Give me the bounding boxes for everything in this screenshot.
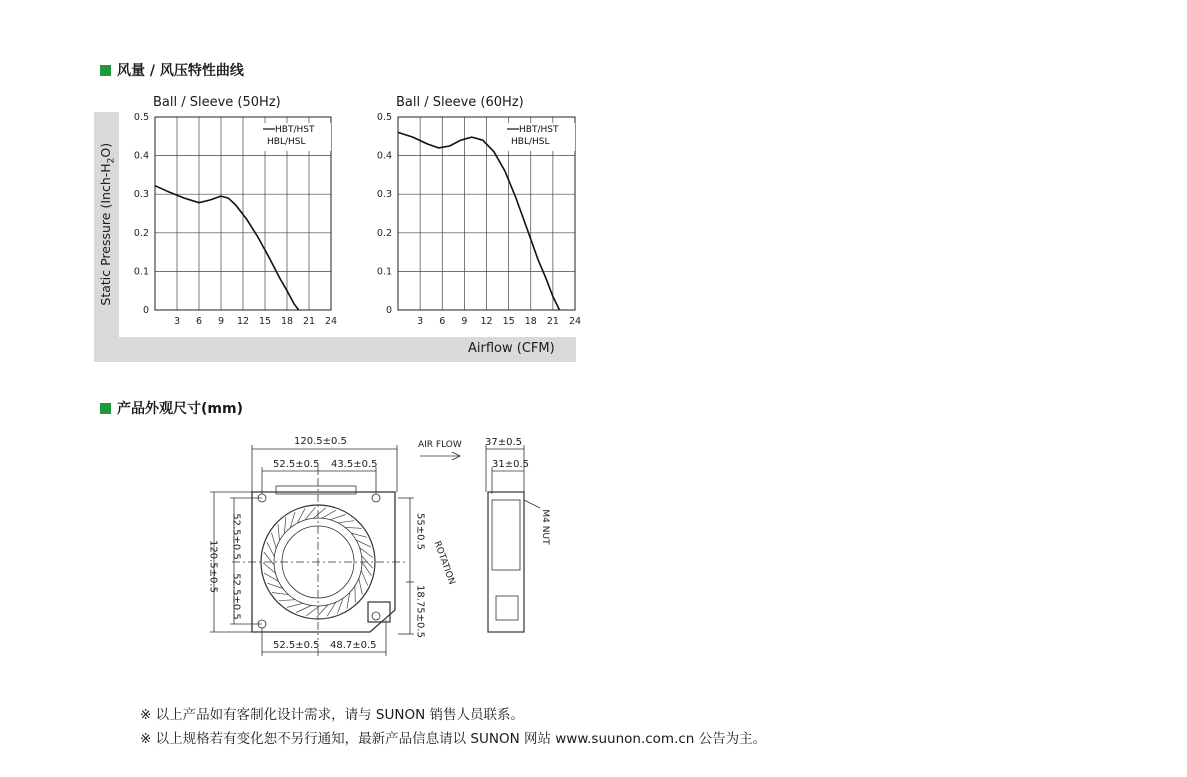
y-tick-label: 0.2 xyxy=(376,227,392,239)
dim-right-upper: 55±0.5 xyxy=(414,512,426,550)
fan-blade xyxy=(264,573,278,581)
dim-depth: 37±0.5 xyxy=(485,437,523,448)
fan-blade xyxy=(272,533,277,549)
x-tick-label: 24 xyxy=(568,316,582,327)
fan-blade xyxy=(267,583,283,588)
footnote-1: ※ 以上产品如有客制化设计需求，请与 SUNON 销售人员联系。 xyxy=(140,707,524,723)
x-tick-label: 21 xyxy=(302,316,316,327)
green-square-icon xyxy=(100,403,111,414)
x-tick-label: 3 xyxy=(417,316,424,327)
housing-outline xyxy=(252,492,395,632)
fan-blade xyxy=(330,515,346,520)
x-tick-label: 6 xyxy=(439,316,446,327)
x-tick-label: 18 xyxy=(524,316,537,327)
fan-blade xyxy=(272,593,288,595)
dimension-section-title: 产品外观尺寸(mm) xyxy=(117,401,243,417)
fan-blade xyxy=(267,542,275,557)
fan-blade xyxy=(359,579,363,595)
dim-top-right: 43.5±0.5 xyxy=(331,459,378,470)
dim-overall-width: 120.5±0.5 xyxy=(294,436,347,447)
connector-rect xyxy=(368,602,390,622)
fan-blade xyxy=(313,508,326,519)
y-axis-label-text: Static Pressure $(Inch-H_2O)$ xyxy=(97,143,117,306)
dim-bottom-left: 52.5±0.5 xyxy=(273,640,320,651)
legend-entry: HBT/HST xyxy=(519,125,559,135)
y-tick-label: 0.1 xyxy=(133,266,149,278)
x-tick-label: 12 xyxy=(480,316,493,327)
side-view-outline xyxy=(488,492,524,632)
chart-title-50hz: Ball / Sleeve (50Hz) xyxy=(153,95,281,110)
fan-blade xyxy=(360,548,373,558)
x-tick-label: 9 xyxy=(217,316,225,327)
fan-blade xyxy=(338,521,354,523)
fan-blade xyxy=(347,593,350,609)
legend-entry: HBT/HST xyxy=(275,125,315,135)
fan-blade xyxy=(287,603,303,607)
y-tick-label: 0.5 xyxy=(133,112,149,123)
dim-left-upper: 52.5±0.5 xyxy=(230,513,242,560)
x-tick-label: 6 xyxy=(195,316,203,327)
x-tick-label: 18 xyxy=(280,316,294,327)
x-tick-label: 12 xyxy=(236,316,250,327)
x-tick-label: 3 xyxy=(173,316,181,327)
y-tick-label: 0 xyxy=(385,305,392,316)
legend-entry: HBL/HSL xyxy=(511,137,550,147)
fan-blade xyxy=(345,527,361,528)
y-tick-label: 0.3 xyxy=(376,189,392,201)
y-tick-label: 0.5 xyxy=(376,112,392,123)
x-tick-label: 9 xyxy=(461,316,468,327)
dim-right-lower: 18.75±0.5 xyxy=(414,585,426,638)
x-tick-label: 21 xyxy=(546,316,559,327)
y-tick-label: 0.4 xyxy=(376,150,392,162)
dim-depth-inner: 31±0.5 xyxy=(492,459,530,470)
fan-blade xyxy=(351,533,367,537)
dim-top-left: 52.5±0.5 xyxy=(273,459,320,470)
dim-overall-height: 120.5±0.5 xyxy=(207,540,219,593)
series-line xyxy=(398,132,560,310)
fan-blade xyxy=(296,606,311,613)
fan-blade xyxy=(337,598,343,614)
outlet-rect xyxy=(276,486,356,494)
fan-blade xyxy=(284,517,286,533)
rotation-label: ROTATION xyxy=(431,539,457,587)
dimension-section-header xyxy=(100,398,243,418)
y-tick-label: 0.2 xyxy=(133,227,149,239)
y-tick-label: 0.4 xyxy=(133,150,149,162)
fan-blade xyxy=(290,512,295,528)
fan-blade xyxy=(264,552,274,565)
curve-section-title: 风量 / 风压特性曲线 xyxy=(117,63,244,79)
fan-blade xyxy=(362,556,373,568)
fan-blade xyxy=(362,562,371,576)
dim-bottom-right: 48.7±0.5 xyxy=(330,640,377,651)
fan-blade xyxy=(279,600,295,601)
x-tick-label: 24 xyxy=(324,316,338,327)
dim-left-lower: 52.5±0.5 xyxy=(230,573,242,620)
x-tick-label: 15 xyxy=(258,316,272,327)
fan-blade xyxy=(327,602,336,616)
x-tick-label: 15 xyxy=(502,316,515,327)
footnotes xyxy=(140,703,766,751)
fan-blade xyxy=(317,605,328,617)
fan-blade xyxy=(297,509,305,524)
fan-blade xyxy=(306,606,319,616)
hub-circle xyxy=(282,526,354,598)
legend-entry: HBL/HSL xyxy=(267,137,306,147)
fan-blade xyxy=(361,570,368,585)
y-tick-label: 0 xyxy=(142,305,149,316)
impeller-outer-circle xyxy=(261,505,375,619)
x-axis-label: Airflow (CFM) xyxy=(468,341,555,356)
footnote-2: ※ 以上规格若有变化恕不另行通知，最新产品信息请以 SUNON 网站 www.suunon.com.cn 公告为主。 xyxy=(140,731,767,747)
fan-blade xyxy=(322,510,336,518)
fan-blade xyxy=(278,524,280,540)
y-tick-label: 0.3 xyxy=(133,189,149,201)
chart-title-60hz: Ball / Sleeve (60Hz) xyxy=(396,95,524,110)
nut-label: M4 NUT xyxy=(540,509,550,545)
airflow-label: AIR FLOW xyxy=(418,440,462,450)
y-tick-label: 0.1 xyxy=(376,266,392,278)
series-line xyxy=(155,186,299,310)
impeller-inner-circle xyxy=(274,518,362,606)
fan-blade xyxy=(305,507,315,520)
fan-blade xyxy=(263,563,276,574)
fan-blade xyxy=(356,540,371,547)
